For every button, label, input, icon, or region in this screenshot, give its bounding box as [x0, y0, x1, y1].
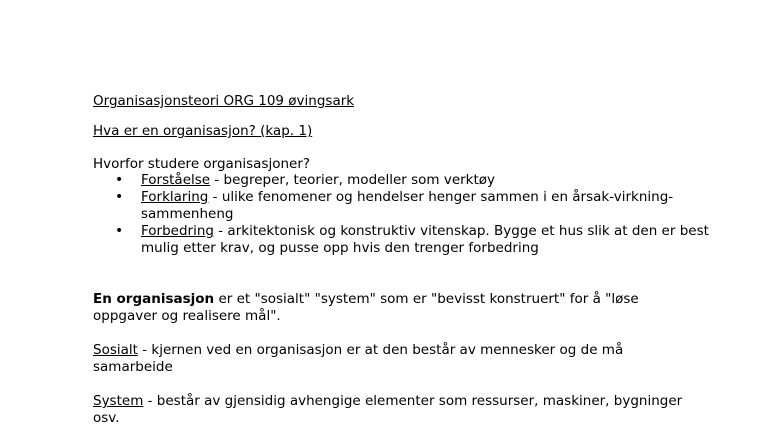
system-term: System — [93, 393, 144, 409]
bullet-text: - begreper, teorier, modeller som verktøy — [210, 172, 496, 188]
reasons-list — [93, 172, 713, 257]
bullet-text: - ulike fenomener og hendelser henger sammen i en årsak-virkning- sammenheng — [141, 189, 674, 222]
sosialt-paragraph — [93, 342, 693, 376]
sosialt-term: Sosialt — [93, 342, 138, 358]
section-heading: Hvorfor studere organisasjoner? — [93, 156, 311, 172]
bullet-icon: • — [115, 189, 124, 205]
list-item — [93, 189, 713, 223]
sosialt-text: - kjernen ved en organisasjon er at den består av mennesker og de må samarbeide — [93, 342, 624, 375]
definition-paragraph — [93, 291, 693, 325]
bullet-term: Forbedring — [141, 223, 214, 239]
system-text: - består av gjensidig avhengige elementer som ressurser, maskiner, bygninger osv. — [93, 393, 683, 426]
list-item — [93, 223, 713, 257]
list-item — [93, 172, 713, 189]
bullet-term: Forklaring — [141, 189, 209, 205]
document-title: Organisasjonsteori ORG 109 øvingsark — [93, 93, 355, 109]
bullet-text: - arkitektonisk og konstruktiv vitenskap. Bygge et hus slik at den er best mulig etter krav, og pusse opp hvis den trenger forbedring — [141, 223, 709, 256]
definition-text: er et "sosialt" "system" som er "bevisst konstruert" for å "løse oppgaver og realisere mål". — [93, 291, 639, 324]
definition-term: En organisasjon — [93, 291, 215, 307]
chapter-heading: Hva er en organisasjon? (kap. 1) — [93, 123, 313, 139]
bullet-icon: • — [115, 172, 124, 188]
system-paragraph — [93, 393, 693, 427]
bullet-icon: • — [115, 223, 124, 239]
bullet-term: Forståelse — [141, 172, 211, 188]
